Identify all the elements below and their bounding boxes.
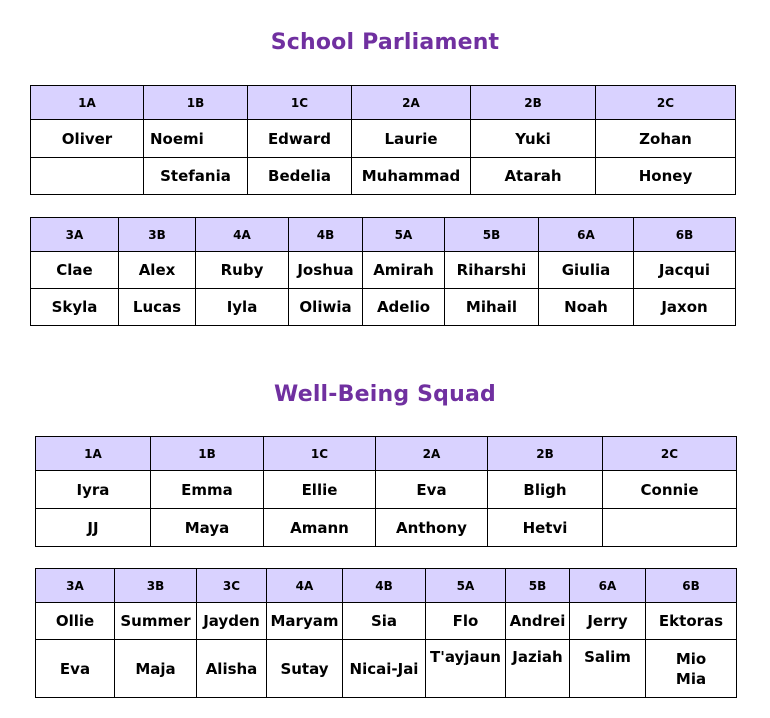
student-cell: Giulia bbox=[539, 252, 634, 289]
table-row bbox=[31, 289, 736, 326]
student-cell: Sutay bbox=[267, 640, 343, 698]
class-header: 5A bbox=[363, 218, 445, 252]
class-header: 1B bbox=[144, 86, 248, 120]
student-cell: Maja bbox=[115, 640, 197, 698]
class-header: 3B bbox=[115, 569, 197, 603]
student-cell: Connie bbox=[603, 471, 737, 509]
table-row bbox=[31, 158, 736, 195]
student-cell: Atarah bbox=[471, 158, 596, 195]
class-header: 3A bbox=[31, 218, 119, 252]
class-header: 4B bbox=[289, 218, 363, 252]
class-header: 6A bbox=[539, 218, 634, 252]
student-cell: Iyla bbox=[196, 289, 289, 326]
class-header: 3A bbox=[36, 569, 115, 603]
student-cell: Ollie bbox=[36, 603, 115, 640]
class-header: 2B bbox=[488, 437, 603, 471]
student-cell: Anthony bbox=[376, 509, 488, 547]
well-being-squad-title: Well-Being Squad bbox=[274, 382, 496, 407]
student-cell: Ellie bbox=[264, 471, 376, 509]
student-cell-multi bbox=[646, 640, 737, 698]
class-header: 2C bbox=[596, 86, 736, 120]
student-cell: Iyra bbox=[36, 471, 151, 509]
student-cell: Skyla bbox=[31, 289, 119, 326]
parliament-table-2 bbox=[30, 217, 736, 326]
wellbeing-table-1 bbox=[35, 436, 737, 547]
student-cell: Mihail bbox=[445, 289, 539, 326]
student-cell: Ruby bbox=[196, 252, 289, 289]
student-cell: Jerry bbox=[570, 603, 646, 640]
student-cell bbox=[603, 509, 737, 547]
class-header: 6B bbox=[634, 218, 736, 252]
student-cell: Joshua bbox=[289, 252, 363, 289]
table-header-row bbox=[36, 437, 737, 471]
class-header: 6A bbox=[570, 569, 646, 603]
class-header: 1A bbox=[31, 86, 144, 120]
class-header: 2B bbox=[471, 86, 596, 120]
class-header: 5A bbox=[426, 569, 506, 603]
school-parliament-title: School Parliament bbox=[270, 30, 500, 55]
student-cell: Andrei bbox=[506, 603, 570, 640]
class-header: 1C bbox=[248, 86, 352, 120]
class-header: 1C bbox=[264, 437, 376, 471]
student-cell: Salim bbox=[570, 640, 646, 698]
student-cell: Adelio bbox=[363, 289, 445, 326]
table-row bbox=[36, 509, 737, 547]
student-cell: Oliver bbox=[31, 120, 144, 158]
student-cell: Maya bbox=[151, 509, 264, 547]
student-cell: Maryam bbox=[267, 603, 343, 640]
class-header: 4A bbox=[267, 569, 343, 603]
class-header: 2A bbox=[376, 437, 488, 471]
student-cell: T'ayjaun bbox=[426, 640, 506, 698]
student-cell: Flo bbox=[426, 603, 506, 640]
student-cell: Alex bbox=[119, 252, 196, 289]
class-header: 4A bbox=[196, 218, 289, 252]
student-cell: Eva bbox=[36, 640, 115, 698]
student-cell: Nicai-Jai bbox=[343, 640, 426, 698]
student-cell: Amann bbox=[264, 509, 376, 547]
student-cell: Jaxon bbox=[634, 289, 736, 326]
student-cell: Muhammad bbox=[352, 158, 471, 195]
table-header-row bbox=[36, 569, 737, 603]
student-cell: Amirah bbox=[363, 252, 445, 289]
student-name: Mio bbox=[675, 649, 707, 668]
class-header: 1A bbox=[36, 437, 151, 471]
student-cell: Lucas bbox=[119, 289, 196, 326]
class-header: 3B bbox=[119, 218, 196, 252]
student-cell: Zohan bbox=[596, 120, 736, 158]
student-cell: Stefania bbox=[144, 158, 248, 195]
student-cell: Sia bbox=[343, 603, 426, 640]
student-cell: Riharshi bbox=[445, 252, 539, 289]
class-header: 5B bbox=[445, 218, 539, 252]
class-header: 2C bbox=[603, 437, 737, 471]
student-cell: Bligh bbox=[488, 471, 603, 509]
student-cell: Hetvi bbox=[488, 509, 603, 547]
class-header: 4B bbox=[343, 569, 426, 603]
wellbeing-table-2 bbox=[35, 568, 737, 698]
table-row bbox=[36, 603, 737, 640]
student-cell: JJ bbox=[36, 509, 151, 547]
student-cell: Noemi bbox=[144, 120, 248, 158]
student-cell: Jaziah bbox=[506, 640, 570, 698]
student-cell bbox=[31, 158, 144, 195]
class-header: 5B bbox=[506, 569, 570, 603]
table-header-row bbox=[31, 86, 736, 120]
class-header: 1B bbox=[151, 437, 264, 471]
parliament-table-1 bbox=[30, 85, 736, 195]
student-cell: Alisha bbox=[197, 640, 267, 698]
student-cell: Jacqui bbox=[634, 252, 736, 289]
table-row bbox=[36, 640, 737, 698]
student-cell: Yuki bbox=[471, 120, 596, 158]
student-cell: Summer bbox=[115, 603, 197, 640]
student-cell: Honey bbox=[596, 158, 736, 195]
student-cell: Eva bbox=[376, 471, 488, 509]
table-row bbox=[31, 252, 736, 289]
student-cell: Jayden bbox=[197, 603, 267, 640]
student-cell: Laurie bbox=[352, 120, 471, 158]
class-header: 2A bbox=[352, 86, 471, 120]
student-cell: Oliwia bbox=[289, 289, 363, 326]
table-row bbox=[36, 471, 737, 509]
student-cell: Edward bbox=[248, 120, 352, 158]
student-cell: Ektoras bbox=[646, 603, 737, 640]
table-row bbox=[31, 120, 736, 158]
student-cell: Bedelia bbox=[248, 158, 352, 195]
student-cell: Clae bbox=[31, 252, 119, 289]
student-name: Mia bbox=[675, 669, 707, 688]
student-cell: Noah bbox=[539, 289, 634, 326]
class-header: 6B bbox=[646, 569, 737, 603]
table-header-row bbox=[31, 218, 736, 252]
student-cell: Emma bbox=[151, 471, 264, 509]
class-header: 3C bbox=[197, 569, 267, 603]
